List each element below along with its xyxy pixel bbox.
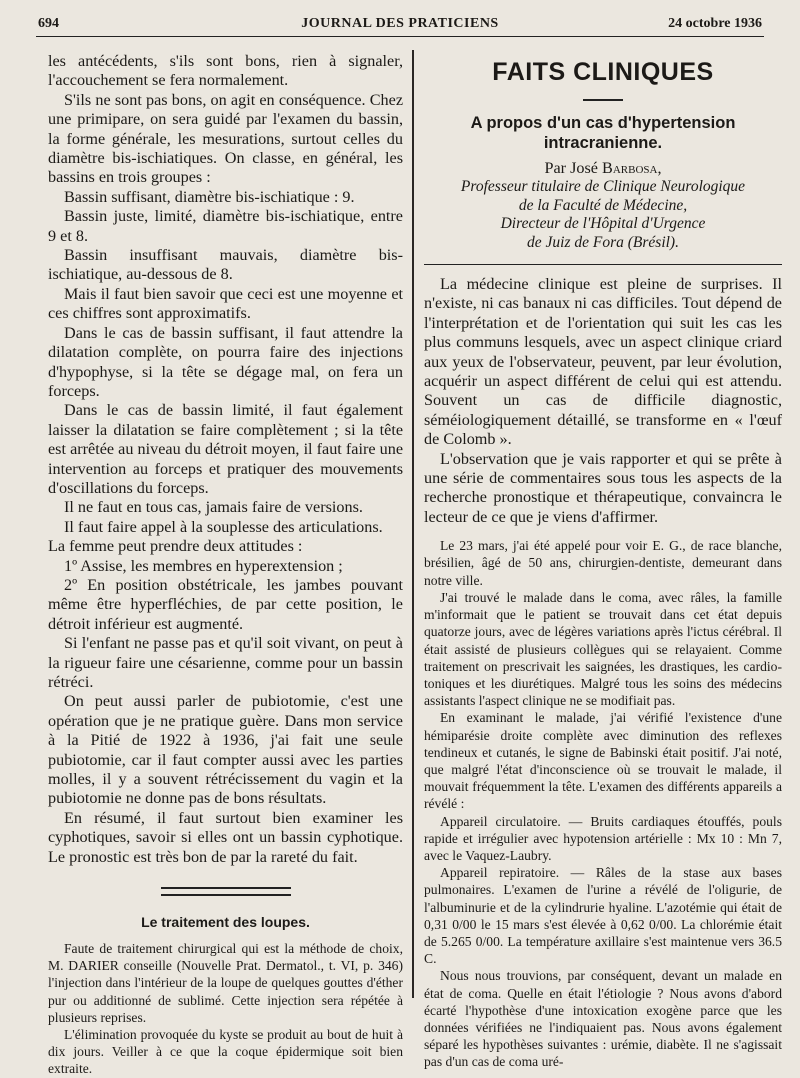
paragraph: Il ne faut en tous cas, jamais faire de versions. [64, 498, 363, 517]
author-line [424, 159, 782, 178]
paragraph: En résumé, il faut surtout bien examiner les cyphotiques, savoir si elles ont un bassin cyphotique. Le pronostic est très bon de par la rareté du fait. [48, 808, 403, 866]
paragraph: En examinant le malade, j'ai vérifié l'existence d'une hémiparésie droite complète avec diminution des reflexes tendineux et cutanés, le signe de Babinski était positif. J'ai noté, que malgré l'état d'inconscience où se trouvait le malade, il mouvait fréquemment la tête. L'examen des différents appareils a révélé : [424, 710, 782, 812]
affiliation-line: de la Faculté de Médecine, [518, 196, 688, 214]
paragraph: La médecine clinique est pleine de surprises. Il n'existe, ni cas banaux ni cas difficiles. Tout dépend de l'interprétation et de l'orientation qui suit les cas les plus communs lesquels, avec un aspect clinique criard aux yeux de l'observateur, peuvent, par leur évolution, acquérir un aspect différent de celui qui est attendu. Souvent un cas de difficile diagnostic, séméiologiquement détaillé, se transforme en « l'œuf de Colomb ». [424, 275, 782, 449]
issue-date: 24 octobre 1936 [668, 16, 762, 31]
section-heading: FAITS CLINIQUES [492, 58, 714, 86]
section-title: Le traitement des loupes. [141, 914, 310, 931]
paragraph: Appareil circulatoire. — Bruits cardiaques étouffés, pouls rapide et irrégulier avec hypotension artérielle : Mx 10 : Mn 7, avec le Vaquez-Laubry. [424, 813, 782, 863]
paragraph: 1º Assise, les membres en hyperextension ; [64, 556, 343, 575]
affiliation-line: Directeur de l'Hôpital d'Urgence [500, 215, 706, 232]
paragraph: Dans le cas de bassin suffisant, il faut attendre la dilatation complète, on pourra faire des injections d'hypophyse, si la tête se dégage mal, on fera un forceps. [48, 323, 403, 400]
paragraph: Mais il faut bien savoir que ceci est une moyenne et ces chiffres sont approximatifs. [48, 284, 403, 323]
paragraph: 2º En position obstétricale, les jambes pouvant même être hyperfléchies, de par cette position, le détroit inférieur est augmenté. [48, 575, 403, 633]
paragraph: J'ai trouvé le malade dans le coma, avec râles, la famille m'informait que le patient se trouvait dans cet état depuis quatorze jours, avec de légères variations après l'ictus cérébral. Il était assisté de plusieurs collègues qui se relayaient. Comme traitement on prescrivait les saignées, les drastiques, les cardio-toniques et les diurétiques. Malgré tous les soins des médecins assistants l'aspect clinique ne se modifiait pas. [424, 589, 782, 709]
paragraph: Si l'enfant ne passe pas et qu'il soit vivant, on peut à la rigueur faire une césarienne, comme pour un bassin rétréci. [48, 634, 403, 691]
paragraph: Il faut faire appel à la souplesse des articulations. [64, 517, 383, 536]
title-rule [424, 264, 782, 265]
affiliation-line: Professeur titulaire de Clinique Neurologique [460, 178, 746, 195]
paragraph: Nous nous trouvions, par conséquent, devant un malade en état de coma. Quelle en était l'étiologie ? Nous avons d'abord écarté l'hypothèse d'une intoxication exogène parce que les données vérifiées ne l'indiquaient pas. Nous avons également séparé les hypothèses suivantes : urémie, diabète. Il ne s'agissait pas d'un cas de coma uré- [424, 968, 782, 1070]
paragraph: L'observation que je vais rapporter et qui se prête à une série de commentaires sous tous les aspects de la recherche pronostique et thérapeutique, convaincra le lecteur de ce que je viens d'affirmer. [424, 449, 782, 526]
heading-rule [583, 99, 623, 101]
author-name: Barbosa, [602, 159, 662, 177]
page-header [36, 14, 764, 37]
left-column [48, 52, 403, 1078]
paragraph: L'élimination provoquée du kyste se produit au bout de huit à dix jours. Veiller à ce que la coque épidermique soit bien extraite. [48, 1027, 403, 1077]
affiliation-line: de Juiz de Fora (Brésil). [527, 233, 679, 251]
section-divider [161, 887, 291, 896]
paragraph: Bassin suffisant, diamètre bis-ischiatique : 9. [64, 187, 355, 206]
paragraph: Le 23 mars, j'ai été appelé pour voir E. G., de race blanche, brésilien, âgé de 50 ans, chirurgien-dentiste, demeurant dans notre ville. [424, 538, 782, 588]
paragraph: Dans le cas de bassin limité, il faut également laisser la dilatation se faire complètement ; si la tête est arrêtée au niveau du détroit moyen, il faut faire une intervention au forceps et pratiquer des mouvements d'oscillations du forceps. [48, 401, 403, 497]
paragraph: S'ils ne sont pas bons, on agit en conséquence. Chez une primipare, on sera guidé par l'examen du bassin, la forme générale, les mesurations, surtout celles du diamètre bis-ischiatiques. On classe, en général, les bassins en trois groupes : [48, 90, 403, 187]
paragraph: les antécédents, s'ils sont bons, rien à signaler, l'accouchement se fera normalement. [48, 52, 403, 90]
paragraph: On peut aussi parler de pubiotomie, c'est une opération que je ne pratique guère. Dans mon service à la Pitié de 1922 à 1936, j'ai fait une seule pubiotomie, car il faut compter aussi avec les parties molles, il y a souvent rétrécissement du vagin et la pubiotomie ne donne pas de bons résultats. [48, 692, 403, 808]
article-title: A propos d'un cas d'hypertension intracranienne. [470, 114, 736, 152]
author-prefix: Par José [544, 159, 603, 177]
paragraph: La femme peut prendre deux attitudes : [48, 537, 303, 556]
journal-title: JOURNAL DES PRATICIENS [301, 16, 499, 31]
right-column [424, 52, 782, 1071]
page-number: 694 [38, 16, 59, 31]
paragraph: Faute de traitement chirurgical qui est la méthode de choix, M. DARIER conseille (Nouvelle Prat. Dermatol., t. VI, p. 346) l'injection dans l'intérieur de la loupe de quelques gouttes d'éther pur ou additionné de sublimé. Cette injection sera répétée à plusieurs reprises. [48, 941, 403, 1025]
paragraph: Bassin juste, limité, diamètre bis-ischiatique, entre 9 et 8. [48, 207, 403, 245]
paragraph: Appareil repiratoire. — Râles de la stase aux bases pulmonaires. L'examen de l'urine a révélé de l'oligurie, de l'albuminurie et de la cylindrurie hyaline. L'azotémie qui était de 0,31 0/00 le 15 mars s'est élevée à 0,62 0/00. La chlorémie était de 5.265 0/00. La température axillaire s'est maintenue vers 36.5 C. [424, 865, 782, 967]
column-divider [412, 50, 414, 998]
paragraph: Bassin insuffisant mauvais, diamètre bis-ischiatique, au-dessous de 8. [48, 246, 403, 284]
